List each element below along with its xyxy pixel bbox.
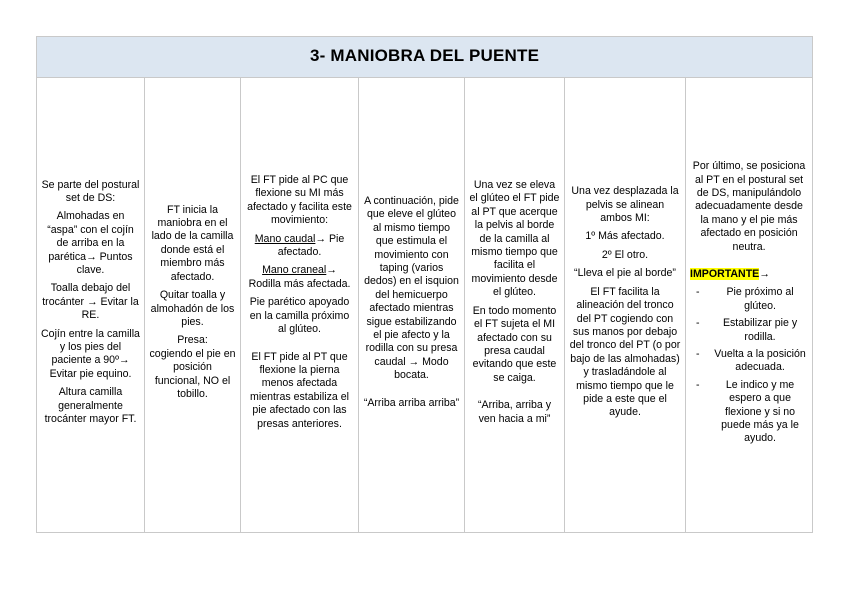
step5-quote: “Arriba, arriba y ven hacia a mi” xyxy=(478,399,551,425)
step6-paragraph: Una vez desplazada la pelvis se alinean ambos MI: xyxy=(571,185,679,225)
step7-paragraph: Por último, se posiciona al PT en el postural set de DS, manipulándolo adecuadamente desde la mano y el pie más afectado en posición neutra. xyxy=(692,160,806,253)
important-arrow: → xyxy=(759,267,770,280)
step-cell-5 xyxy=(465,78,565,533)
list-item: - Le indico y me espero a que flexione y si no puede más ya le ayudo. xyxy=(690,379,808,446)
mano-caudal-label: Mano caudal xyxy=(254,232,316,245)
step-cell-4 xyxy=(359,78,465,533)
step1-paragraph: Cojín entre la camilla y los pies del paciente a 90º→ Evitar pie equino. xyxy=(41,327,140,380)
step1-paragraph: Toalla debajo del trocánter → Evitar la RE. xyxy=(42,282,139,322)
page-title: 3- MANIOBRA DEL PUENTE xyxy=(309,45,540,65)
mano-craneal-text: → Rodilla más afectada. xyxy=(248,264,351,290)
step3-mano-craneal xyxy=(245,264,354,291)
list-item: - Vuelta a la posición adecuada. xyxy=(690,348,808,375)
step1-paragraph: Altura camilla generalmente trocánter mayor FT. xyxy=(44,386,137,426)
step-cell-3 xyxy=(241,78,359,533)
step4-paragraph: A continuación, pide que eleve el glúteo al mismo tiempo que estimula el movimiento con taping (varios dedos) en el isquion del hemicuerpo afectado mientras sigue estabilizando el pie afecto y la rodilla con su presa caudal → Modo bocata. xyxy=(364,194,459,382)
step3-paragraph: El FT pide al PC que flexione su MI más afectado y facilita este movimiento: xyxy=(247,174,352,227)
mano-craneal-label: Mano craneal xyxy=(262,264,327,277)
list-item: - Estabilizar pie y rodilla. xyxy=(690,317,808,344)
document-page xyxy=(36,36,812,533)
step2-presa-label: Presa: xyxy=(177,334,208,347)
step-cell-2 xyxy=(145,78,241,533)
step2-paragraph: Quitar toalla y almohadón de los pies. xyxy=(150,289,235,328)
step3-mano-caudal xyxy=(245,233,354,260)
step3-paragraph: Pie parético apoyado en la camilla próximo al glúteo. xyxy=(249,296,350,336)
step2-paragraph: FT inicia la maniobra en el lado de la camilla donde está el miembro más afectado. xyxy=(151,203,234,283)
step3-paragraph: El FT pide al PT que flexione la pierna menos afectada mientras estabiliza el pie afectado con las presas anteriores. xyxy=(250,350,349,430)
step5-paragraph: En todo momento el FT sujeta el MI afectado con su presa caudal evitando que este se caiga. xyxy=(472,304,557,384)
step1-paragraph: Almohadas en “aspa” con el cojín de arriba en la parética→ Puntos clave. xyxy=(47,210,134,276)
step5-paragraph: Una vez se eleva el glúteo el FT pide al PT que acerque la pelvis al borde de la camilla al mismo tiempo que facilita el movimiento desde el glúteo. xyxy=(469,179,560,299)
list-item: - Pie próximo al glúteo. xyxy=(690,286,808,313)
step-cell-7 xyxy=(686,78,813,533)
step-cell-6 xyxy=(565,78,686,533)
important-label: IMPORTANTE xyxy=(690,267,760,280)
step6-paragraph: 1º Más afectado. xyxy=(585,230,665,243)
title-cell xyxy=(37,37,813,78)
step2-paragraph: cogiendo el pie en posición funcional, NO el tobillo. xyxy=(149,347,236,400)
step-cell-1 xyxy=(37,78,145,533)
maneuver-table xyxy=(36,36,813,533)
important-line xyxy=(690,268,808,281)
step1-paragraph: Se parte del postural set de DS: xyxy=(41,178,140,204)
step6-quote: “Lleva el pie al borde” xyxy=(574,267,676,280)
step6-paragraph: 2º El otro. xyxy=(601,248,649,261)
step4-quote: “Arriba arriba arriba” xyxy=(363,396,460,409)
mano-caudal-text: → Pie afectado. xyxy=(277,232,345,259)
step6-paragraph: El FT facilita la alineación del tronco del PT cogiendo con sus manos por debajo del tronco del PT (o por bajo de las almohadas) y trasladándole al mismo tiempo que le pide a este que el ayude. xyxy=(569,285,681,419)
important-list xyxy=(690,286,808,445)
